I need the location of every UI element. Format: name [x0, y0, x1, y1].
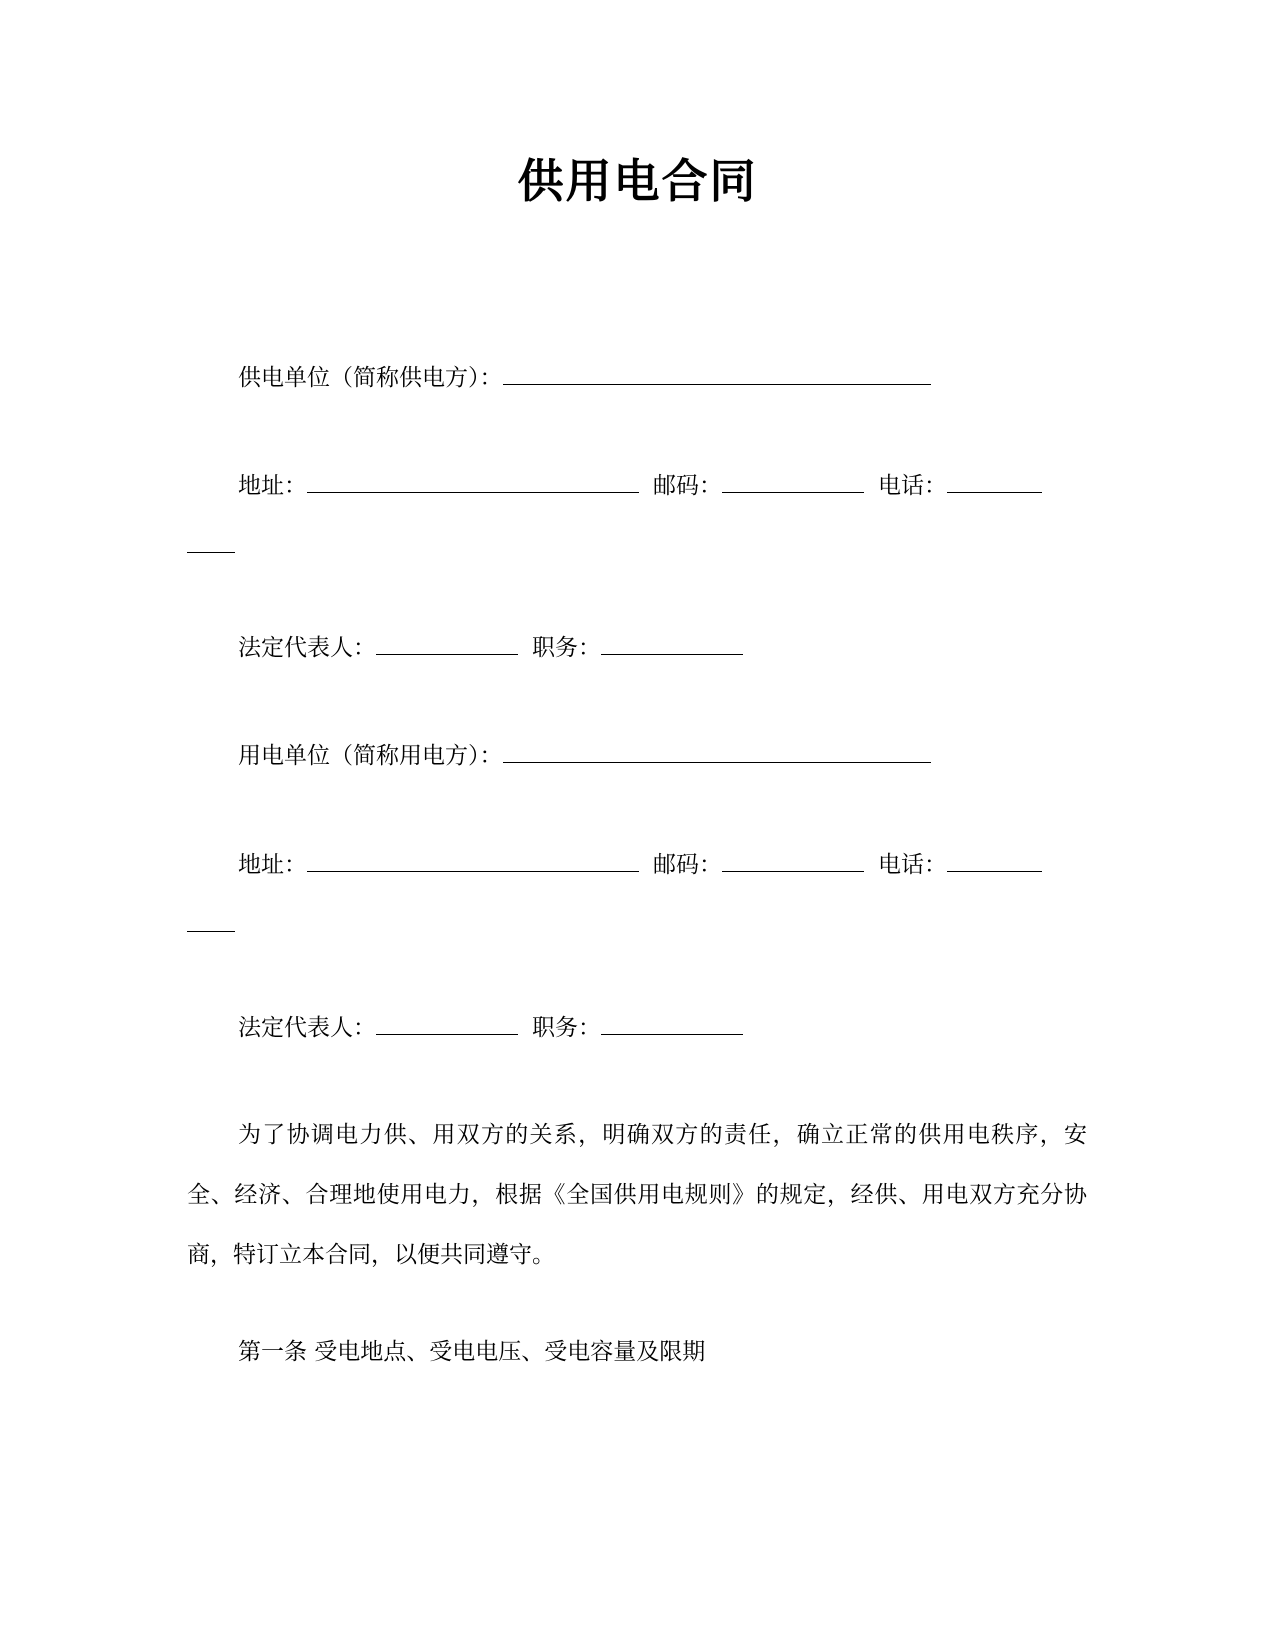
document-title: 供用电合同	[517, 154, 758, 208]
consumer-postcode-label: 邮码：	[653, 852, 722, 878]
article-1-heading: 第一条 受电地点、受电电压、受电容量及限期	[238, 1339, 706, 1365]
supplier-phone-label: 电话：	[878, 473, 947, 499]
consumer-position-blank[interactable]	[601, 1012, 743, 1035]
consumer-phone-blank[interactable]	[947, 849, 1042, 872]
supplier-phone-continuation	[187, 530, 235, 561]
supplier-unit-label: 供电单位（简称供电方）：	[238, 365, 503, 391]
consumer-unit-line	[238, 740, 931, 771]
consumer-phone-label: 电话：	[878, 852, 947, 878]
consumer-address-label: 地址：	[238, 852, 307, 878]
supplier-postcode-label: 邮码：	[653, 473, 722, 499]
supplier-address-line	[238, 470, 1042, 501]
consumer-unit-blank[interactable]	[503, 740, 931, 763]
consumer-phone-continuation	[187, 909, 235, 940]
supplier-phone-blank[interactable]	[947, 470, 1042, 493]
supplier-unit-line	[238, 362, 931, 393]
consumer-unit-label: 用电单位（简称用电方）：	[238, 743, 503, 769]
supplier-position-blank[interactable]	[601, 632, 743, 655]
consumer-postcode-blank[interactable]	[722, 849, 864, 872]
consumer-rep-label: 法定代表人：	[238, 1015, 376, 1041]
preamble-paragraph: 为了协调电力供、用双方的关系，明确双方的责任，确立正常的供用电秩序，安全、经济、合理地使用电力，根据《全国供用电规则》的规定，经供、用电双方充分协商，特订立本合同，以便共同遵守。	[187, 1122, 1087, 1268]
supplier-unit-blank[interactable]	[503, 362, 931, 385]
consumer-address-blank[interactable]	[307, 849, 639, 872]
consumer-rep-line	[238, 1012, 743, 1043]
supplier-postcode-blank[interactable]	[722, 470, 864, 493]
supplier-phone-blank-cont[interactable]	[187, 530, 235, 553]
supplier-address-label: 地址：	[238, 473, 307, 499]
supplier-rep-line	[238, 632, 743, 663]
consumer-address-line	[238, 849, 1042, 880]
supplier-rep-label: 法定代表人：	[238, 635, 376, 661]
consumer-position-label: 职务：	[532, 1015, 601, 1041]
consumer-rep-blank[interactable]	[376, 1012, 518, 1035]
supplier-rep-blank[interactable]	[376, 632, 518, 655]
supplier-position-label: 职务：	[532, 635, 601, 661]
consumer-phone-blank-cont[interactable]	[187, 909, 235, 932]
supplier-address-blank[interactable]	[307, 470, 639, 493]
